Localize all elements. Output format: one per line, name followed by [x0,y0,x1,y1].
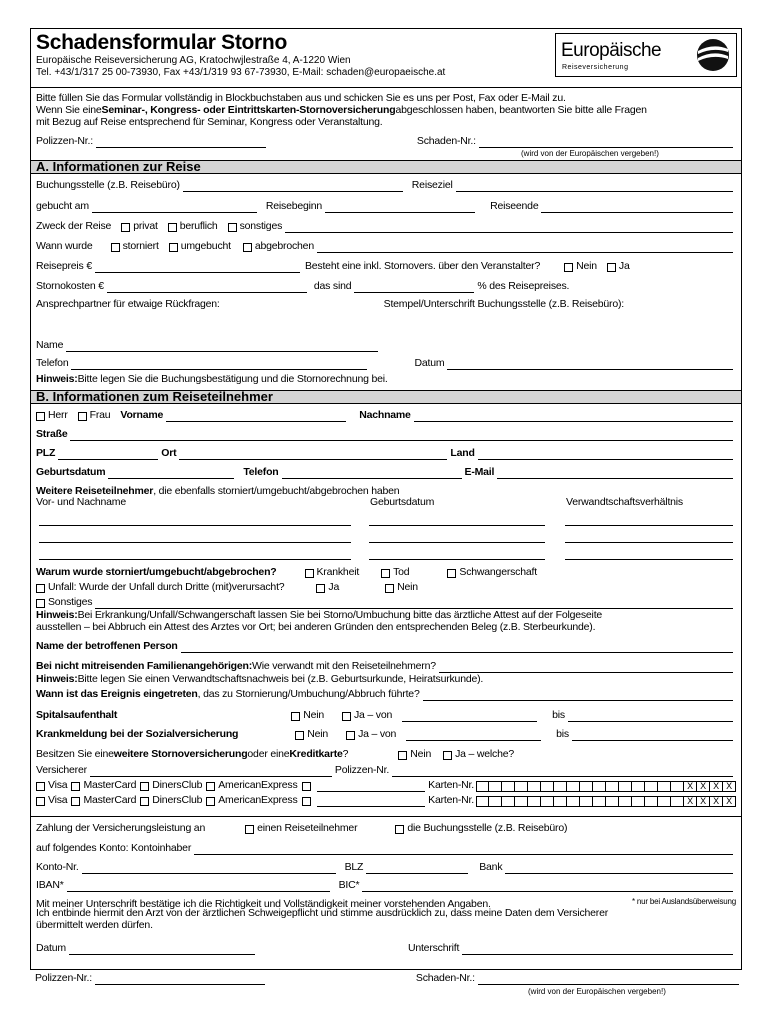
other-card-checkbox[interactable] [302,782,311,791]
zip-field[interactable] [58,450,158,460]
claim-form [30,28,742,970]
card-row-2: Visa MasterCard DinersClub AmericanExpress Karten-Nr. X X X X [36,794,736,807]
street-row: Straße [36,428,736,441]
hospital-no-checkbox[interactable] [291,712,300,721]
blz-field[interactable] [366,864,468,874]
status-row: Wann wurde storniert umgebucht abgebrochen [36,240,736,253]
other-ins-no-checkbox[interactable] [398,751,407,760]
accident-checkbox[interactable] [36,584,45,593]
insurer-field[interactable] [90,767,332,777]
mr-checkbox[interactable] [36,412,45,421]
hospital-until-field[interactable] [568,712,733,722]
pay-participant-checkbox[interactable] [245,825,254,834]
diners-checkbox[interactable] [140,782,149,791]
mastercard-checkbox[interactable] [71,797,80,806]
accident-row: Unfall: Wurde der Unfall durch Dritte (mit)verursacht? Ja Nein [36,581,736,594]
account-row: Konto-Nr. BLZ Bank [36,861,736,874]
hint-b-1: Hinweis: Bei Erkrankung/Unfall/Schwangerschaft lassen Sie bei Storno/Umbuchung bitte das ärztliche Attest auf der Folgeseite [36,609,603,621]
other-purpose-field[interactable] [285,223,733,233]
company-address: Europäische Reiseversicherung AG, Kratochwjlestraße 4, A-1220 Wien [36,55,351,66]
birth-contact-row: Geburtsdatum Telefon E-Mail [36,466,736,479]
booking-office-field[interactable] [183,182,403,192]
footer-claim-field[interactable] [478,975,739,985]
hint-b-2: ausstellen – bei Abbruch ein Attest des Arztes vor Ort; bei anderen Gründen den entsprechenden Beleg (z.B. Sterbeurkunde). [36,621,596,633]
aborted-checkbox[interactable] [243,243,252,252]
logo-subtext: Reiseversicherung [562,64,629,71]
card-number-boxes[interactable]: X X X X [476,796,736,807]
participant-row[interactable] [39,525,351,526]
diners-checkbox[interactable] [140,797,149,806]
other-reason-row: Sonstiges [36,596,736,609]
globe-icon [696,38,730,72]
cancel-costs-row: Stornokosten € das sind % des Reisepreises. [36,280,570,292]
account-number-field[interactable] [82,864,336,874]
footer-numbers: Polizzen-Nr.: Schaden-Nr.: [35,972,742,985]
name-fields-row: Herr Frau Vorname Nachname [36,409,736,422]
sick-from-field[interactable] [406,731,541,741]
contact-phone-field[interactable] [71,360,367,370]
logo-text: Europäische [561,40,662,61]
card-number-boxes[interactable]: X X X X [476,781,736,792]
footer-policy-field[interactable] [95,975,265,985]
relation-field[interactable] [439,663,733,673]
other-insurance-row: Besitzen Sie eine weitere Stornoversicherung oder eine Kreditkarte ? Nein Ja – welche? [36,748,514,760]
policy-number-row: Polizzen-Nr.: Schaden-Nr.: [36,135,736,148]
trip-end-field[interactable] [541,203,733,213]
contact-name-field[interactable] [66,342,378,352]
birthdate-field[interactable] [108,469,234,479]
hospital-row: Spitalsaufenthalt Nein Ja – von bis [36,709,736,722]
other-ins-yes-checkbox[interactable] [443,751,452,760]
participant-row[interactable] [369,542,545,543]
bic-field[interactable] [362,882,733,892]
insurance-no-checkbox[interactable] [564,263,573,272]
other-reason-field[interactable] [95,599,733,609]
card-row-1: Visa MasterCard DinersClub AmericanExpress Karten-Nr. X X X X [36,779,736,792]
booking-row: Buchungsstelle (z.B. Reisebüro) Reiseziel [36,179,736,192]
signature-row: Datum Unterschrift [36,942,736,955]
other-card-field[interactable] [317,782,426,792]
company-logo [555,33,737,77]
participant-row[interactable] [565,559,733,560]
hint-a: Hinweis: Bitte legen Sie die Buchungsbestätigung und die Stornorechnung bei. [36,373,388,385]
affected-person-field[interactable] [181,643,733,653]
reason-row: Warum wurde storniert/umgebucht/abgebrochen? Krankheit Tod Schwangerschaft [36,566,537,578]
iban-row: IBAN* BIC* [36,879,736,892]
phone-date-row: Telefon Datum [36,357,736,370]
signature-field[interactable] [462,945,733,955]
contact-stamp-row: Ansprechpartner für etwaige Rückfragen: Stempel/Unterschrift Buchungsstelle (z.B. Reisebüro): [36,298,624,310]
hint-b-3: Hinweis: Bitte legen Sie einen Verwandtschaftsnachweis bei (z.B. Geburtsurkunde, Heiratsurkunde). [36,673,484,685]
country-field[interactable] [478,450,733,460]
participants-header: Vor- und Nachname Geburtsdatum Verwandtschaftsverhältnis [36,496,683,508]
participant-row[interactable] [39,542,351,543]
participant-row[interactable] [369,525,545,526]
other-card-field[interactable] [317,797,426,807]
other-card-checkbox[interactable] [302,797,311,806]
price-row: Reisepreis € Besteht eine inkl. Stornovers. über den Veranstalter? Nein Ja [36,260,630,272]
payment-row: Zahlung der Versicherungsleistung an einen Reiseteilnehmer die Buchungsstelle (z.B. Reisebüro) [36,822,568,834]
assigned-note: (wird von der Europäischen vergeben!) [521,149,659,158]
intro-line-2: Wenn Sie eine Seminar-, Kongress- oder Eintrittskarten-Stornoversicherung abgeschlossen haben, beantworten Sie bitte alle Fragen [36,104,647,116]
confirm-row: Mit meiner Unterschrift bestätige ich die Richtigkeit und Vollständigkeit meiner vorstehenden Angaben. * nur bei Auslandsüberweisung [36,897,736,910]
amex-checkbox[interactable] [206,797,215,806]
sick-note-row: Krankmeldung bei der Sozialversicherung Nein Ja – von bis [36,728,736,741]
policy-number-field[interactable] [96,138,266,148]
price-field[interactable] [95,263,300,273]
city-field[interactable] [179,450,447,460]
amex-checkbox[interactable] [206,782,215,791]
bank-field[interactable] [505,864,733,874]
relatives-row: Bei nicht mitreisenden Familienangehörigen: Wie verwandt mit den Reiseteilnehmern? [36,660,736,673]
illness-checkbox[interactable] [305,569,314,578]
other-purpose-checkbox[interactable] [228,223,237,232]
visa-checkbox[interactable] [36,782,45,791]
sick-until-field[interactable] [572,731,733,741]
sick-no-checkbox[interactable] [295,731,304,740]
hospital-from-field[interactable] [402,712,537,722]
insurer-policy-field[interactable] [392,767,733,777]
account-holder-field[interactable] [194,845,733,855]
mrs-checkbox[interactable] [78,412,87,421]
street-field[interactable] [70,431,733,441]
percent-field[interactable] [354,283,474,293]
mastercard-checkbox[interactable] [71,782,80,791]
section-b-title: B. Informationen zum Reiseteilnehmer [31,390,741,404]
affected-person-row: Name der betroffenen Person [36,640,736,653]
event-row: Wann ist das Ereignis eingetreten , das zu Stornierung/Umbuchung/Abbruch führte? [36,688,736,701]
email-field[interactable] [497,469,733,479]
aborted-field[interactable] [317,243,733,253]
form-title: Schadensformular Storno [36,31,287,54]
claim-number-field[interactable] [479,138,733,148]
insurance-yes-checkbox[interactable] [607,263,616,272]
account-holder-row: auf folgendes Konto: Kontoinhaber [36,842,736,855]
sick-yes-checkbox[interactable] [346,731,355,740]
death-checkbox[interactable] [381,569,390,578]
destination-field[interactable] [456,182,733,192]
last-name-field[interactable] [414,412,733,422]
release-line-2: übermittelt werden dürfen. [36,919,153,931]
more-participants-row: Weitere Reiseteilnehmer , die ebenfalls storniert/umgebucht/abgebrochen haben [36,485,400,497]
event-date-field[interactable] [423,691,733,701]
participant-row[interactable] [39,559,351,560]
dates-row: gebucht am Reisebeginn Reiseende [36,200,736,213]
contact-date-field[interactable] [447,360,733,370]
iban-field[interactable] [67,882,330,892]
sign-date-field[interactable] [69,945,255,955]
other-reason-checkbox[interactable] [36,599,45,608]
pregnancy-checkbox[interactable] [447,569,456,578]
release-line-1: Ich entbinde hiermit den Arzt von der ärztlichen Schweigepflicht und stimme ausdrücklich zu, dass meine Daten dem Versicherer [36,907,609,919]
participant-row[interactable] [565,542,733,543]
insurer-row: Versicherer Polizzen-Nr. [36,764,736,777]
pay-office-checkbox[interactable] [395,825,404,834]
hospital-yes-checkbox[interactable] [342,712,351,721]
first-name-field[interactable] [166,412,346,422]
intro-line-1: Bitte füllen Sie das Formular vollständig in Blockbuchstaben aus und schicken Sie es uns per Post, Fax oder E-Mail zu. [36,92,566,104]
visa-checkbox[interactable] [36,797,45,806]
participant-row[interactable] [369,559,545,560]
cancel-costs-field[interactable] [107,283,307,293]
accident-yes-checkbox[interactable] [316,584,325,593]
section-a-title: A. Informationen zur Reise [31,160,741,174]
trip-start-field[interactable] [325,203,475,213]
name-row: Name [36,339,381,352]
participant-phone-field[interactable] [282,469,462,479]
cancelled-checkbox[interactable] [111,243,120,252]
booked-on-field[interactable] [92,203,257,213]
company-contact: Tel. +43/1/317 25 00-73930, Fax +43/1/319 93 67-73930, E-Mail: schaden@europaeische.at [36,67,446,78]
participant-row[interactable] [565,525,733,526]
address-row: PLZ Ort Land [36,447,736,460]
intro-line-3: mit Bezug auf Reise entsprechend für Seminar, Kongress oder Veranstaltung. [36,116,383,128]
private-checkbox[interactable] [121,223,130,232]
footer-assigned-note: (wird von der Europäischen vergeben!) [528,987,666,996]
accident-no-checkbox[interactable] [385,584,394,593]
rebooked-checkbox[interactable] [169,243,178,252]
purpose-row: Zweck der Reise privat beruflich sonstiges [36,220,736,233]
business-checkbox[interactable] [168,223,177,232]
